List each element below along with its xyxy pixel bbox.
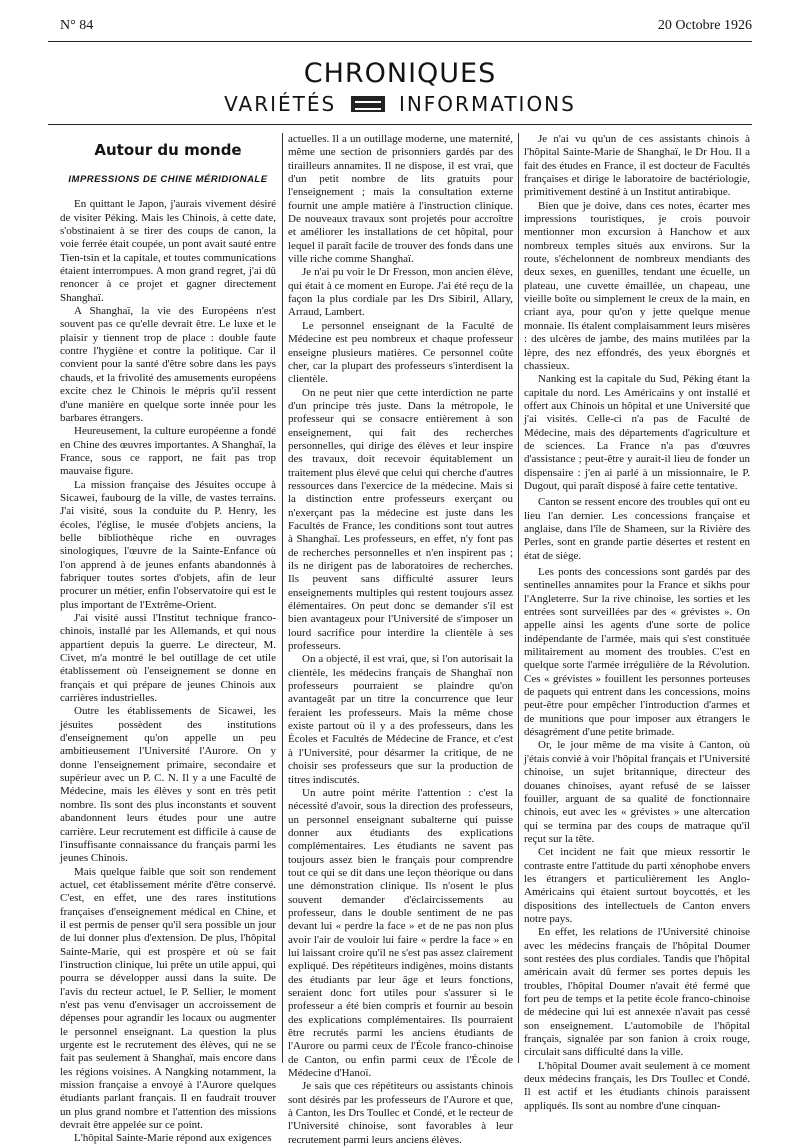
column-3 [524,133,750,1112]
issue-number: N° 84 [60,18,94,33]
paragraph: Je n'ai vu qu'un de ces assistants chinois à l'hôpital Sainte-Marie de Shanghaï, le Dr Hou. Il a fait des études en France, il est docteur de Facultés françaises et dirige le laboratoire de bactériologie, primitivement destiné à un Institut antirabique. [524,133,750,199]
column-1 [60,133,276,1145]
paragraph: On ne peut nier que cette interdiction ne parte d'un principe très juste. Dans la métropole, le professeur qui se consacre entièrement à son enseignement, qui fait des recherches personnelles, qui dirige des élèves et leur inspire des travaux, doit recevoir équitablement un traitement plus élevé que celui qui cherche d'autres ressources dans l'exercice de la médecine. Mais si la distinction entre professeurs exerçant ou n'exerçant pas la médecine est juste dans les Facultés de France, les conditions sont tout autres à Shanghaï. Les professeurs, en effet, n'y font pas de recherches personnelles et n'en inspirent pas ; ils ne dirigent pas de laboratoires de recherches. Ils peuvent sans difficulté assurer leurs enseignements multiples qui restent toujours assez élémentaires. On peut donc se demander s'il est bien avantageux pour l'Université de s'imposer un lourd sacrifice pour interdire la clientèle à ses professeurs. [288,386,513,653]
paragraph: Outre les établissements de Sicawei, les jésuites possèdent des institutions d'enseignement qu'on appelle un peu ambitieusement l'Université l'Aurore. On y donne l'enseignement primaire, secondaire et supérieur avec un P. C. N. Il y a une Faculté de Médecine, mais les élèves y sont en très petit nombre. Ils sont des plus inconstants et souvent abandonnent leurs études pour une autre carrière. Leur recrutement est difficile à cause de l'insuffisante connaissance du français parmi les jeunes Chinois. [60,705,276,865]
paragraph: On a objecté, il est vrai, que, si l'on autorisait la clientèle, les médecins français de Shanghaï non professeurs pourraient se plaindre qu'on avantageât par un titre la concurrence que leur feraient les professeurs. Mais la même chose existe partout où il y a des professeurs, dans les Écoles et Facultés de Médecine de France, et c'est à l'Université, pour désarmer la critique, de ne choisir ses professeurs que sur la production de titres indiscutés. [288,653,513,786]
paragraph: J'ai visité aussi l'Institut technique franco-chinois, installé par les Allemands, et qui nous appartient depuis la guerre. Le directeur, M. Civet, m'a montré le bel outillage de cet utile établissement où l'enseignement se donne en français et qui prépare de jeunes Chinois aux carrières industrielles. [60,612,276,705]
paragraph: L'hôpital Doumer avait seulement à ce moment deux médecins français, les Drs Toullec et Condé. Il est actif et les étudiants chinois paraissent appliqués. Ils sont au nombre d'une cinquan- [524,1059,750,1112]
paragraph: Le personnel enseignant de la Faculté de Médecine est peu nombreux et chaque professeur enseigne plusieurs matières. Ce personnel coûte cher, car la plupart des professeurs s'interdisent la clientèle. [288,319,513,386]
paragraph: Nanking est la capitale du Sud, Péking étant la capitale du nord. Les Américains y ont installé et offert aux Chinois un hôpital et une Université que j'ai visités. Celle-ci n'a pas de Faculté de Médecine, mais des départements d'agriculture et de sciences. La France n'a pas d'œuvres d'assistance ; peut-être y aurait-il lieu de fonder un dispensaire : j'en ai parlé à un missionnaire, le P. Dugout, qui paraît disposé à faire cette tentative. [524,373,750,492]
page-header [48,12,752,38]
paragraph: Bien que je doive, dans ces notes, écarter mes impressions touristiques, je crois pouvoir mentionner mon excursion à Hanchow et aux nombreux temples situés aux environs. Sur la route, s'échelonnent de nombreux mendiants des deux sexes, en guenilles, tendant une écuelle, un plateau, une cuvette émaillée, un chapeau, une vieille boîte ou simplement le creux de la main, en criant aya, pour qu'on y jette quelque menue monnaie. Ils étalent complaisamment leurs misères : des ulcères de jambe, des mains mutilées par la lèpre, des nez effondrés, des yeux éborgnés et chassieux. [524,199,750,372]
paragraph: Or, le jour même de ma visite à Canton, où j'étais convié à voir l'hôpital français et l'Université chinoise, un sujet britannique, directeur des douanes chinoises, ayant refusé de se laisser fouiller, arguant de sa qualité de fonctionnaire chinois, eut avec les « grévistes » une altercation qui se termina par des coups de matraque qu'il reçut sur la tête. [524,739,750,845]
paragraph: Je n'ai pu voir le Dr Fresson, mon ancien élève, qui était à ce moment en Europe. J'ai été reçu de la façon la plus cordiale par les Drs Sibiril, Allary, Arraud, Lambert. [288,266,513,319]
paragraph: Les ponts des concessions sont gardés par des sentinelles annamites pour la France et sikhs pour l'Angleterre. Sur la rive chinoise, les sorties et les entrées sont surveillées par des « grévistes ». On appelle ainsi les agents d'une sorte de police indépendante de l'armée, mais qui s'est constituée militairement au moment des troubles. C'est en quelque sorte l'armée irrégulière de la Révolution. Ces « grévistes » fouillent les personnes porteuses de paquets qui entrent dans les concessions, moins peut-être pour empêcher l'introduction d'armes et de munitions que pour imposer aux étrangers le désagrément d'une petite brimade. [524,566,750,739]
paragraph: L'hôpital Sainte-Marie répond aux exigences [74,1132,272,1145]
header-rule [48,41,752,42]
paragraph: actuelles. Il a un outillage moderne, une maternité, même une section de prisonniers gardés par des tirailleurs annamites. Il ne dispose, il est vrai, que d'un petit nombre de lits gratuits pour l'enseignement ; mais la consultation externe fournit une ample matière à l'instruction clinique. De nouveaux travaux sont projetés pour accroître et améliorer les installations de cet hôpital, pour lequel il paraît facile de trouver des fonds dans une ville riche comme Shanghaï. [288,133,513,266]
column-2 [288,133,513,1146]
column-divider-2 [518,133,519,1063]
paragraph: Mais quelque faible que soit son rendement actuel, cet établissement mérite d'être conservé. C'est, en effet, une des rares institutions françaises d'enseignement médical en Chine, et il est permis de penser qu'il sera possible un jour de lui donner plus d'extension. De plus, l'hôpital Sainte-Marie, qui est prospère et où se fait l'instruction clinique, lui prête un utile appui, qui pourra se développer aussi dans la suite. De l'avis du recteur actuel, le P. Sellier, le moment n'est pas venu d'envisager un accroissement de dépenses pour agrandir les locaux ou augmenter le personnel enseignant. La question la plus urgente est le recrutement des élèves, qui ne se fait pas seulement à Shanghaï, mais encore dans les régions voisines. A Nangking notamment, la mission française a envoyé à l'Aurore quelques étudiants parlant français. Il en faudrait trouver un plus grand nombre et l'attention des missions devrait être appelée sur ce point. [60,865,276,1132]
masthead-title: CHRONIQUES [303,58,497,89]
article-subtitle: IMPRESSIONS DE CHINE MÉRIDIONALE [68,174,268,185]
paragraph: Canton se ressent encore des troubles qui ont eu lieu l'an dernier. Les concessions française et anglaise, dans l'île de Shameen, sur la Rivière des Perles, sont en grande partie désertes et restent en état de siège. [524,496,750,562]
paragraph: La mission française des Jésuites occupe à Sicawei, faubourg de la ville, de vastes terrains. J'ai visité, sous la conduite du P. Henry, les écoles, l'église, le musée d'objets anciens, la belle bibliothèque riche en ouvrages sinologiques, l'œuvre de la Sainte-Enfance où l'on apprend à de jeunes enfants abandonnés à fabriquer toutes sortes d'objets, afin de leur procurer un métier, enfin l'observatoire qui est le plus important de l'Extrême-Orient. [60,478,276,611]
masthead-right: INFORMATIONS [398,92,576,116]
issue-date: 20 Octobre 1926 [657,18,752,33]
paragraph: Un autre point mérite l'attention : c'est la nécessité d'avoir, sous la direction des professeurs, un personnel enseignant subalterne qui puisse donner aux étudiants des explications complémentaires. Les étudiants ne savent pas toujours assez bien le français pour comprendre tout ce qui se dit dans une leçon théorique ou dans une démonstration clinique. Ils n'osent le plus souvent demander d'éclaircissements au professeur, dans le double sentiment de ne pas devant lui « perdre la face » et de ne pas non plus avoir l'air de vouloir lui faire « perdre la face » en lui laissant croire qu'il ne s'est pas assez clairement expliqué. Des répétiteurs indigènes, moins distants des étudiants par leur âge et leurs fonctions, seraient donc fort utiles pour s'assurer si le professeur a été bien compris et fournir au besoin des explications complémentaires. Ils pourraient être recrutés parmi les anciens étudiants de l'Aurore ou parmi ceux de l'École franco-chinoise de Canton, ou enfin parmi ceux de l'École de Médecine d'Hanoï. [288,786,513,1080]
column-divider-1 [282,133,283,1063]
masthead-subtitle [0,92,800,116]
paragraph: Heureusement, la culture européenne a fondé en Chine des œuvres importantes. A Shanghaï, la France, sous ce rapport, ne fait pas trop mauvaise figure. [60,425,276,478]
paragraph: En quittant le Japon, j'aurais vivement désiré de visiter Péking. Mais les Chinois, à cette date, s'obstinaient à se tirer des coups de canon, la voie ferrée était coupée, un pont avait sauté entre Tien-tsin et la capitale, et toutes communications étaient interrompues. A mon grand regret, j'ai dû renoncer à ce projet et gagner directement Shanghaï. [60,198,276,304]
masthead-left: VARIÉTÉS [224,92,337,116]
article-title: Autour du monde [94,141,242,159]
masthead-rule [48,124,752,125]
paragraph: En effet, les relations de l'Université chinoise avec les médecins français de l'hôpital Doumer sont restées des plus cordiales. Tandis que l'hôpital américain avait dû fermer ses portes depuis les troubles, l'hôpital Doumer n'avait été fermé que fort peu de temps et la petite école franco-chinoise de médecine qui lui est annexée n'avait pas cessé son enseignement. L'automobile de l'hôpital français, signalée par son fanion à croix rouge, circulait sans difficulté dans la ville. [524,926,750,1059]
paragraph: Je sais que ces répétiteurs ou assistants chinois sont désirés par les professeurs de l'Aurore et que, à Canton, les Drs Toullec et Condé, et le recteur de l'Université chinoise, sont favorables à leur recrutement parmi leurs anciens élèves. [288,1080,513,1146]
ornament-icon [351,96,385,112]
paragraph: A Shanghaï, la vie des Européens n'est souvent pas ce qu'elle devrait être. Le luxe et le plaisir y tiennent trop de place : double faute contre l'hygiène et contre la politique. Car il convient pour la santé d'être sobre dans les pays chauds, et la frivolité des amusements européens excite chez le Chinois le mépris qu'il ressent d'une manière en quelque sorte innée pour les barbares étrangers. [60,305,276,424]
paragraph: Cet incident ne fait que mieux ressortir le contraste entre l'attitude du parti xénophobe envers les étrangers et particulièrement les Anglo-Américains qui étaient surtout boycottés, et les dispositions des intellectuels de Canton envers notre pays. [524,846,750,925]
